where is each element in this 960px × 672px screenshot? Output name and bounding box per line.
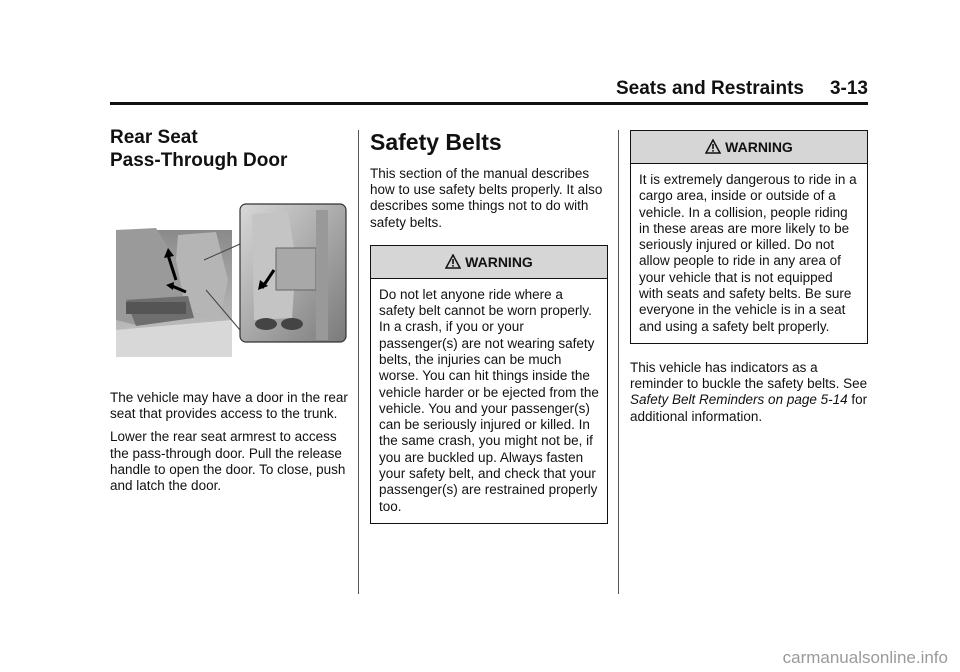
warning-box [370,245,608,524]
heading-safety-belts: Safety Belts [370,129,502,155]
header-rule [110,102,868,105]
warning-header [371,246,607,279]
heading-rear-seat: Rear Seat [110,127,198,148]
column-rear-seat-text [110,390,350,501]
paragraph: The vehicle may have a door in the rear seat that provides access to the trunk. [110,390,348,422]
warning-title: WARNING [465,253,533,270]
column-rear-seat [110,126,350,172]
warning-icon [705,139,721,155]
column-divider [358,130,359,594]
warning-text: It is extremely dangerous to ride in a cargo area, inside or outside of a vehicle. In a collision, people riding in these areas are more likely to be seriously injured or killed. Do not allow people to ride in any area of your vehicle that is not equipped with seats and safety belts. Be sure everyone in the vehicle is in a seat and using a safety belt properly. [639,172,857,334]
column-warning-cargo [630,130,868,432]
paragraph-text: for additional information. [630,392,868,424]
paragraph: This section of the manual describes how to use safety belts properly. It also describes some things not to do with safety belts. [370,166,603,230]
warning-icon [445,254,461,270]
page-number: 3-13 [829,78,868,99]
column-divider [618,130,619,594]
paragraph [630,360,868,425]
section-title: Seats and Restraints [616,78,804,99]
warning-title: WARNING [725,138,793,155]
paragraph-text: This vehicle has indicators as a reminder to buckle the safety belts. See [630,359,868,392]
warning-text: Do not let anyone ride where a safety belt cannot be worn properly. In a crash, if you or your passenger(s) are not wearing safety belts, the injuries can be much worse. You can hit things inside the vehicle harder or be ejected from the vehicle. You and your passenger(s) can be seriously injured or killed. In the same crash, you might not be, if you are buckled up. Always fasten your safety belt, and check that your passenger(s) are restrained properly too. [379,286,599,514]
paragraph: Lower the rear seat armrest to access the pass-through door. Pull the release handle to open the door. To close, push and latch the door. [110,429,346,494]
cross-reference-link[interactable]: Safety Belt Reminders on page 5-14 [630,392,848,408]
pass-through-door-illustration [116,200,348,358]
watermark: carmanualsonline.info [782,648,948,667]
warning-header [631,131,867,164]
heading-pass-through-door: Pass-Through Door [110,150,288,171]
column-safety-belts [370,128,608,536]
running-header [110,78,868,104]
warning-box [630,130,868,344]
